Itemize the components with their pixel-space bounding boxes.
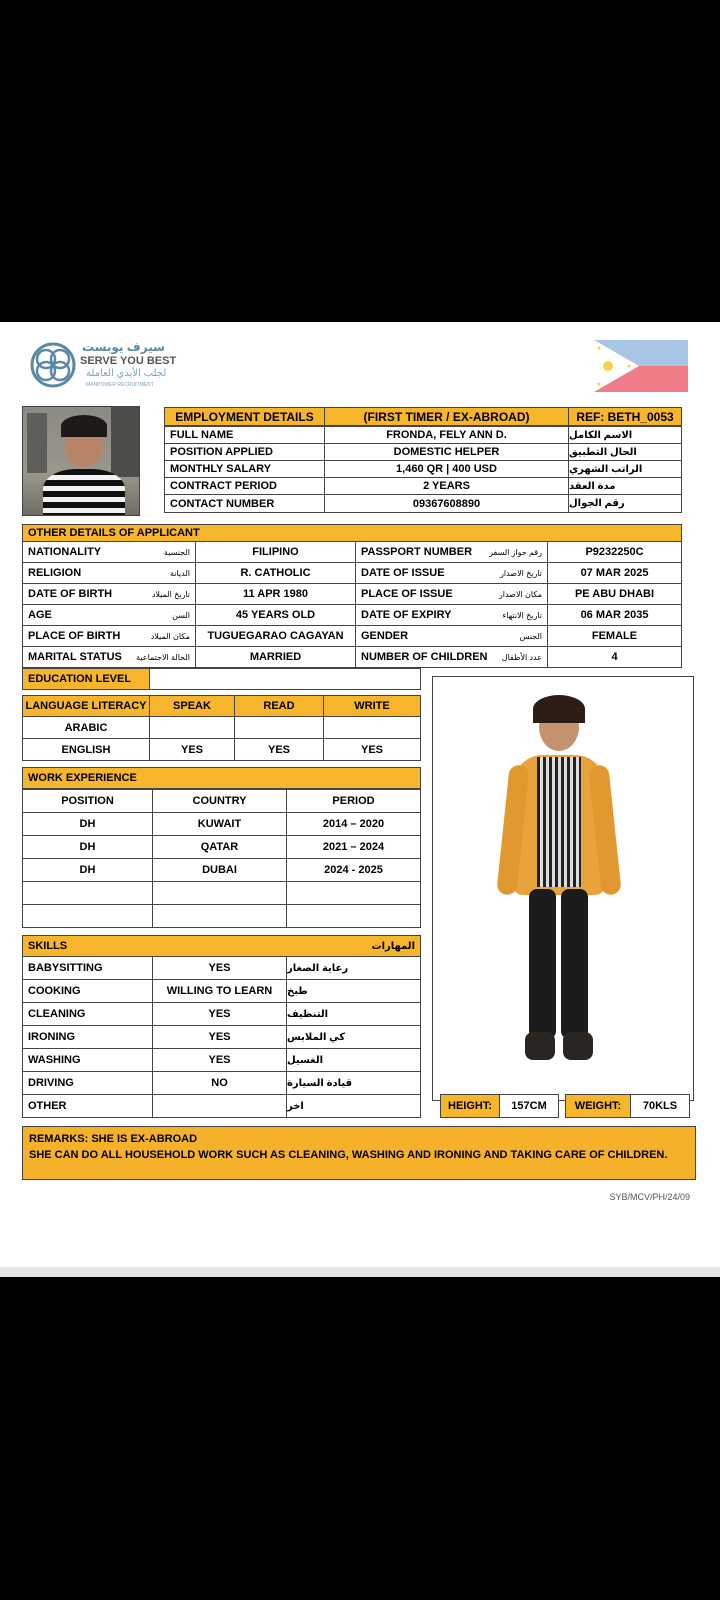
- position-applied-value: DOMESTIC HELPER: [324, 443, 569, 461]
- date-of-birth-label-en: DATE OF BIRTH: [28, 588, 113, 600]
- babysitting-value: YES: [152, 956, 287, 980]
- cleaning-label: CLEANING: [22, 1002, 153, 1026]
- work-row-4-position: [22, 881, 153, 905]
- work-row-2-position: DH: [22, 835, 153, 859]
- passport-number-label-ar: رقم جواز السفر: [489, 547, 542, 557]
- education-level-label: EDUCATION LEVEL: [22, 668, 150, 690]
- full-name-label-ar: الاسم الكامل: [568, 426, 682, 444]
- other-value: [152, 1094, 287, 1118]
- other-details-header: OTHER DETAILS OF APPLICANT: [22, 524, 682, 542]
- work-row-5-position: [22, 904, 153, 928]
- marital-status-label: [22, 646, 196, 668]
- date-of-birth-value: 11 APR 1980: [195, 583, 356, 605]
- place-of-issue-value: PE ABU DHABI: [547, 583, 682, 605]
- religion-value: R. CATHOLIC: [195, 562, 356, 584]
- work-row-3-country: DUBAI: [152, 858, 287, 882]
- date-of-issue-value: 07 MAR 2025: [547, 562, 682, 584]
- full-name-label: FULL NAME: [164, 426, 325, 444]
- marital-status-label-en: MARITAL STATUS: [28, 651, 122, 663]
- work-row-5-period: [286, 904, 421, 928]
- place-of-issue-label: [355, 583, 548, 605]
- remarks-line-1: REMARKS: SHE IS EX-ABROAD: [29, 1133, 198, 1145]
- work-row-3-period: 2024 - 2025: [286, 858, 421, 882]
- marital-status-label-ar: الحالة الاجتماعية: [136, 652, 190, 662]
- full-name-value: FRONDA, FELY ANN D.: [324, 426, 569, 444]
- age-label: [22, 604, 196, 626]
- cooking-value: WILLING TO LEARN: [152, 979, 287, 1003]
- position-column-header: POSITION: [22, 789, 153, 813]
- work-row-1-period: 2014 – 2020: [286, 812, 421, 836]
- monthly-salary-value: 1,460 QR | 400 USD: [324, 460, 569, 478]
- contract-period-value: 2 YEARS: [324, 477, 569, 495]
- weight-value: 70KLS: [630, 1094, 690, 1118]
- date-of-expiry-label-ar: تاريخ الانتهاء: [502, 610, 542, 620]
- place-of-birth-label-ar: مكان الميلاد: [150, 631, 190, 641]
- position-applied-label: POSITION APPLIED: [164, 443, 325, 461]
- english-language: ENGLISH: [22, 738, 150, 761]
- nationality-label-ar: الجنسية: [163, 547, 190, 557]
- employment-header: EMPLOYMENT DETAILS: [164, 407, 325, 426]
- washing-value: YES: [152, 1048, 287, 1072]
- age-label-ar: السن: [172, 610, 190, 620]
- english-speak: YES: [149, 738, 235, 761]
- work-row-4-period: [286, 881, 421, 905]
- place-of-birth-value: TUGUEGARAO CAGAYAN: [195, 625, 356, 647]
- cleaning-value: YES: [152, 1002, 287, 1026]
- education-level-value: [149, 668, 421, 690]
- work-row-2-period: 2021 – 2024: [286, 835, 421, 859]
- place-of-issue-label-en: PLACE OF ISSUE: [361, 588, 453, 600]
- place-of-birth-label: [22, 625, 196, 647]
- height-value: 157CM: [499, 1094, 559, 1118]
- age-value: 45 YEARS OLD: [195, 604, 356, 626]
- monthly-salary-label-ar: الراتب الشهري: [568, 460, 682, 478]
- period-column-header: PERIOD: [286, 789, 421, 813]
- ironing-label: IRONING: [22, 1025, 153, 1049]
- passport-number-label-en: PASSPORT NUMBER: [361, 546, 473, 558]
- remarks-line-2: SHE CAN DO ALL HOUSEHOLD WORK SUCH AS CLEANING, WASHING AND IRONING AND TAKING CARE OF CHILDREN.: [29, 1149, 668, 1161]
- date-of-issue-label-ar: تاريخ الاصدار: [499, 568, 542, 578]
- english-write: YES: [323, 738, 421, 761]
- company-name-ar: سيرف يوبست: [82, 340, 165, 354]
- cooking-label: COOKING: [22, 979, 153, 1003]
- date-of-birth-label-ar: تاريخ الميلاد: [151, 589, 190, 599]
- ref-number: REF: BETH_0053: [568, 407, 682, 426]
- babysitting-label: BABYSITTING: [22, 956, 153, 980]
- arabic-read: [234, 716, 324, 739]
- applicant-full-body-photo: [432, 676, 694, 1101]
- other-label: OTHER: [22, 1094, 153, 1118]
- number-of-children-value: 4: [547, 646, 682, 668]
- age-label-en: AGE: [28, 609, 52, 621]
- monthly-salary-label: MONTHLY SALARY: [164, 460, 325, 478]
- applicant-headshot: [22, 406, 140, 516]
- date-of-expiry-value: 06 MAR 2035: [547, 604, 682, 626]
- skills-header-ar: المهارات: [371, 940, 415, 952]
- company-tagline-ar: لجلب الأيدي العاملة: [86, 368, 167, 379]
- work-row-2-country: QATAR: [152, 835, 287, 859]
- place-of-issue-label-ar: مكان الاصدار: [498, 589, 542, 599]
- position-applied-label-ar: الحال التطبيق: [568, 443, 682, 461]
- employment-status: (FIRST TIMER / EX-ABROAD): [324, 407, 569, 426]
- work-experience-header: WORK EXPERIENCE: [22, 767, 421, 789]
- date-of-birth-label: [22, 583, 196, 605]
- application-form: [0, 322, 720, 1277]
- speak-header: SPEAK: [149, 695, 235, 717]
- date-of-issue-label-en: DATE OF ISSUE: [361, 567, 445, 579]
- other-label-ar: اخر: [286, 1094, 421, 1118]
- language-literacy-header: LANGUAGE LITERACY: [22, 695, 150, 717]
- washing-label-ar: الغسيل: [286, 1048, 421, 1072]
- work-row-5-country: [152, 904, 287, 928]
- country-column-header: COUNTRY: [152, 789, 287, 813]
- religion-label-ar: الديانة: [169, 568, 190, 578]
- cooking-label-ar: طبخ: [286, 979, 421, 1003]
- weight-label: WEIGHT:: [565, 1094, 631, 1118]
- gender-label: [355, 625, 548, 647]
- contract-period-label-ar: مدة العقد: [568, 477, 682, 495]
- philippines-flag-icon: [594, 340, 688, 392]
- gender-value: FEMALE: [547, 625, 682, 647]
- gender-label-ar: الجنس: [519, 631, 542, 641]
- passport-number-label: [355, 541, 548, 563]
- skills-header-en: SKILLS: [28, 940, 68, 952]
- religion-label: [22, 562, 196, 584]
- cleaning-label-ar: التنظيف: [286, 1002, 421, 1026]
- write-header: WRITE: [323, 695, 421, 717]
- contract-period-label: CONTRACT PERIOD: [164, 477, 325, 495]
- company-tagline-en: MANPOWER RECRUITMENT: [86, 382, 154, 388]
- passport-number-value: P9232250C: [547, 541, 682, 563]
- work-row-3-position: DH: [22, 858, 153, 882]
- work-row-1-position: DH: [22, 812, 153, 836]
- contact-number-label: CONTACT NUMBER: [164, 494, 325, 513]
- driving-label: DRIVING: [22, 1071, 153, 1095]
- date-of-expiry-label: [355, 604, 548, 626]
- nationality-label-en: NATIONALITY: [28, 546, 102, 558]
- skills-header: [22, 935, 421, 957]
- religion-label-en: RELIGION: [28, 567, 82, 579]
- contact-number-label-ar: رقم الجوال: [568, 494, 682, 513]
- remarks-box: [22, 1126, 696, 1180]
- date-of-expiry-label-en: DATE OF EXPIRY: [361, 609, 452, 621]
- arabic-write: [323, 716, 421, 739]
- company-name-en: SERVE YOU BEST: [80, 355, 177, 367]
- washing-label: WASHING: [22, 1048, 153, 1072]
- arabic-speak: [149, 716, 235, 739]
- date-of-issue-label: [355, 562, 548, 584]
- ironing-label-ar: كي الملابس: [286, 1025, 421, 1049]
- number-of-children-label-ar: عدد الأطفال: [501, 652, 542, 662]
- nationality-label: [22, 541, 196, 563]
- read-header: READ: [234, 695, 324, 717]
- english-read: YES: [234, 738, 324, 761]
- place-of-birth-label-en: PLACE OF BIRTH: [28, 630, 121, 642]
- marital-status-value: MARRIED: [195, 646, 356, 668]
- height-label: HEIGHT:: [440, 1094, 500, 1118]
- work-row-4-country: [152, 881, 287, 905]
- company-logo-icon: [30, 342, 76, 388]
- page-bottom-border: [0, 1267, 720, 1277]
- company-logo: [30, 340, 190, 392]
- number-of-children-label-en: NUMBER OF CHILDREN: [361, 651, 488, 663]
- gender-label-en: GENDER: [361, 630, 409, 642]
- arabic-language: ARABIC: [22, 716, 150, 739]
- document-code: SYB/MCV/PH/24/09: [609, 1192, 690, 1202]
- babysitting-label-ar: رعاية الصغار: [286, 956, 421, 980]
- work-row-1-country: KUWAIT: [152, 812, 287, 836]
- contact-number-value: 09367608890: [324, 494, 569, 513]
- nationality-value: FILIPINO: [195, 541, 356, 563]
- ironing-value: YES: [152, 1025, 287, 1049]
- number-of-children-label: [355, 646, 548, 668]
- driving-label-ar: قيادة السيارة: [286, 1071, 421, 1095]
- driving-value: NO: [152, 1071, 287, 1095]
